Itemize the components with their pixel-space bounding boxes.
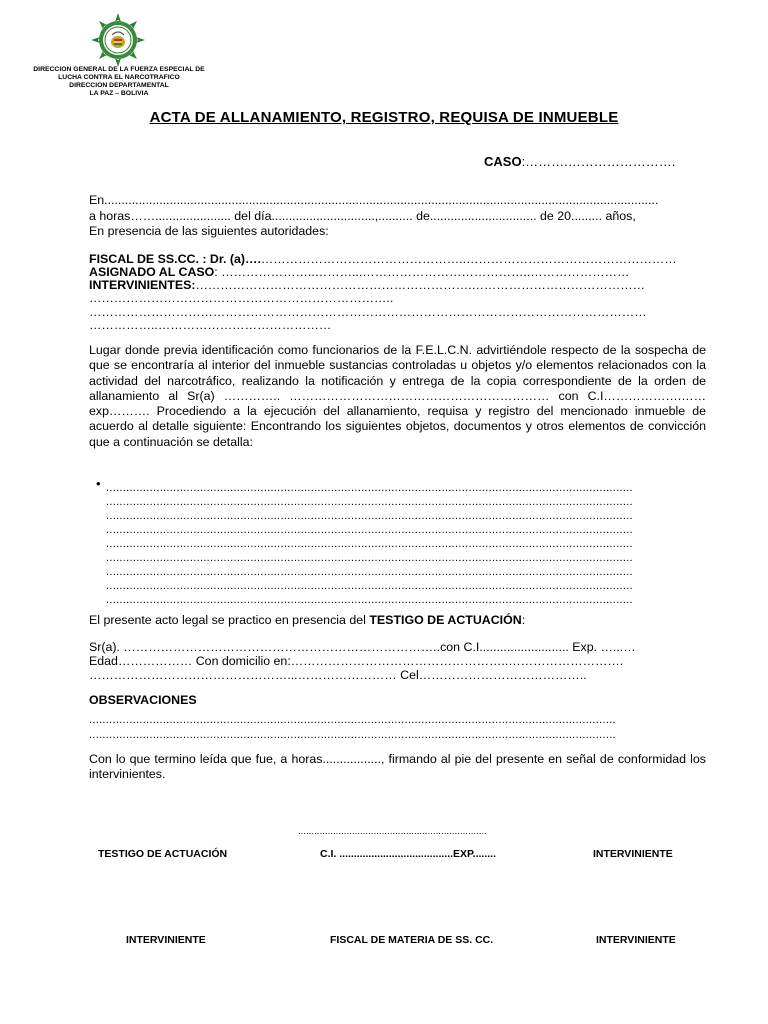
caso-field bbox=[484, 154, 675, 169]
witness-address-line: Edad……………… Con domicilio en:……………………………………………..………………………. bbox=[89, 654, 624, 668]
witness-intro-colon: : bbox=[521, 613, 526, 627]
caso-value: :……….……………………. bbox=[521, 154, 676, 169]
observaciones-heading: OBSERVACIONES bbox=[89, 693, 197, 707]
org-name-line-2: LUCHA CONTRA EL NARCOTRAFICO bbox=[58, 74, 180, 81]
asignado-line bbox=[89, 265, 709, 279]
caso-label: CASO bbox=[484, 154, 522, 169]
observaciones-line: ............................................................................................................................................................. bbox=[89, 714, 616, 726]
witness-intro bbox=[89, 613, 525, 627]
item-line: ............................................................................................................................................................. bbox=[106, 538, 633, 550]
intervinientes-extra-line-3: ……………..…………………………………… bbox=[89, 318, 332, 332]
item-line: ............................................................................................................................................................. bbox=[106, 594, 633, 606]
intervinientes-extra-line-1: ……………………………………………………………….. bbox=[89, 291, 394, 305]
signature-interviniente-label: INTERVINIENTE bbox=[593, 848, 673, 860]
item-line: ............................................................................................................................................................. bbox=[106, 552, 633, 564]
signature-line: ...................................................................... bbox=[298, 826, 488, 836]
signature-interviniente-label: INTERVINIENTE bbox=[596, 934, 676, 946]
intervinientes-line bbox=[89, 278, 709, 292]
signature-fiscal-label: FISCAL DE MATERIA DE SS. CC. bbox=[330, 934, 494, 946]
item-line: ............................................................................................................................................................. bbox=[106, 524, 633, 536]
witness-intro-text: El presente acto legal se practico en presencia del bbox=[89, 613, 370, 627]
org-name-line-1: DIRECCION GENERAL DE LA FUERZA ESPECIAL DE bbox=[33, 66, 205, 73]
bullet-icon: • bbox=[96, 476, 101, 491]
item-line: ............................................................................................................................................................. bbox=[106, 482, 633, 494]
item-line: ............................................................................................................................................................. bbox=[106, 510, 633, 522]
closing-paragraph: Con lo que termino leída que fue, a horas................., firmando al pie del presente en señal de conformidad los intervinientes. bbox=[89, 752, 706, 782]
police-emblem-icon bbox=[90, 12, 146, 68]
witness-name-line: Sr(a). …………………………………………………………………..con C.I.......................... Exp. …...… bbox=[89, 640, 636, 654]
asignado-label: ASIGNADO AL CASO bbox=[89, 265, 215, 279]
signature-interviniente-label: INTERVINIENTE bbox=[126, 934, 206, 946]
item-line: ............................................................................................................................................................. bbox=[106, 566, 633, 578]
intervinientes-extra-line-2: ……………………………………………………………………………………………………………………… bbox=[89, 305, 647, 319]
org-department-line: DIRECCION DEPARTAMENTAL bbox=[69, 82, 169, 89]
intervinientes-label: INTERVINIENTES: bbox=[89, 278, 196, 292]
intro-line-place: En................................................................................................................................................................. bbox=[89, 193, 659, 207]
signature-testigo-label: TESTIGO DE ACTUACIÓN bbox=[98, 848, 228, 860]
intro-line-authorities: En presencia de las siguientes autoridades: bbox=[89, 224, 329, 238]
body-paragraph: Lugar donde previa identificación como funcionarios de la F.E.L.C.N. advirtiéndole respecto de la sospecha de que se encontraría al interior del inmueble sustancias controladas u objetos y/o elementos relacionados con la actividad del narcotráfico, realizando la notificación y entrega de la copia correspondiente de la orden de allanamiento al Sr(a) ………….. ……………………………………………………… con C.I……………….…… exp………. Procediendo a la ejecución del allanamiento, requisa y registro del mencionado inmueble de acuerdo al detalle siguiente: Encontrando los siguientes objetos, documentos y otros elementos de convicción que a continuación se detalla: bbox=[89, 343, 706, 449]
document-title: ACTA DE ALLANAMIENTO, REGISTRO, REQUISA DE INMUEBLE bbox=[149, 109, 619, 126]
intro-line-date: a horas……...................... del día..............................,.......... de............................... de 20......... años, bbox=[89, 209, 636, 223]
fiscal-line bbox=[89, 252, 709, 266]
asignado-dots: : …………………..………...…………………………………..…………………… bbox=[214, 265, 630, 279]
org-location-line: LA PAZ – BOLIVIA bbox=[89, 90, 149, 97]
fiscal-label: FISCAL DE SS.CC. : Dr. (a)…. bbox=[89, 252, 261, 266]
signature-ci-exp-label: C.I. .......................................EXP........ bbox=[320, 848, 497, 860]
intervinientes-dots: ………………………………………………………….…………………………………… bbox=[195, 278, 645, 292]
item-line: ............................................................................................................................................................. bbox=[106, 580, 633, 592]
observaciones-line: ............................................................................................................................................................. bbox=[89, 729, 616, 741]
witness-phone-line: …………………………………………...…………………… Cel………………………………….. bbox=[89, 668, 587, 682]
witness-intro-bold: TESTIGO DE ACTUACIÓN bbox=[369, 613, 522, 627]
item-line: ............................................................................................................................................................. bbox=[106, 496, 633, 508]
fiscal-dots: …………………………………………..…………………………………………… bbox=[260, 252, 677, 266]
